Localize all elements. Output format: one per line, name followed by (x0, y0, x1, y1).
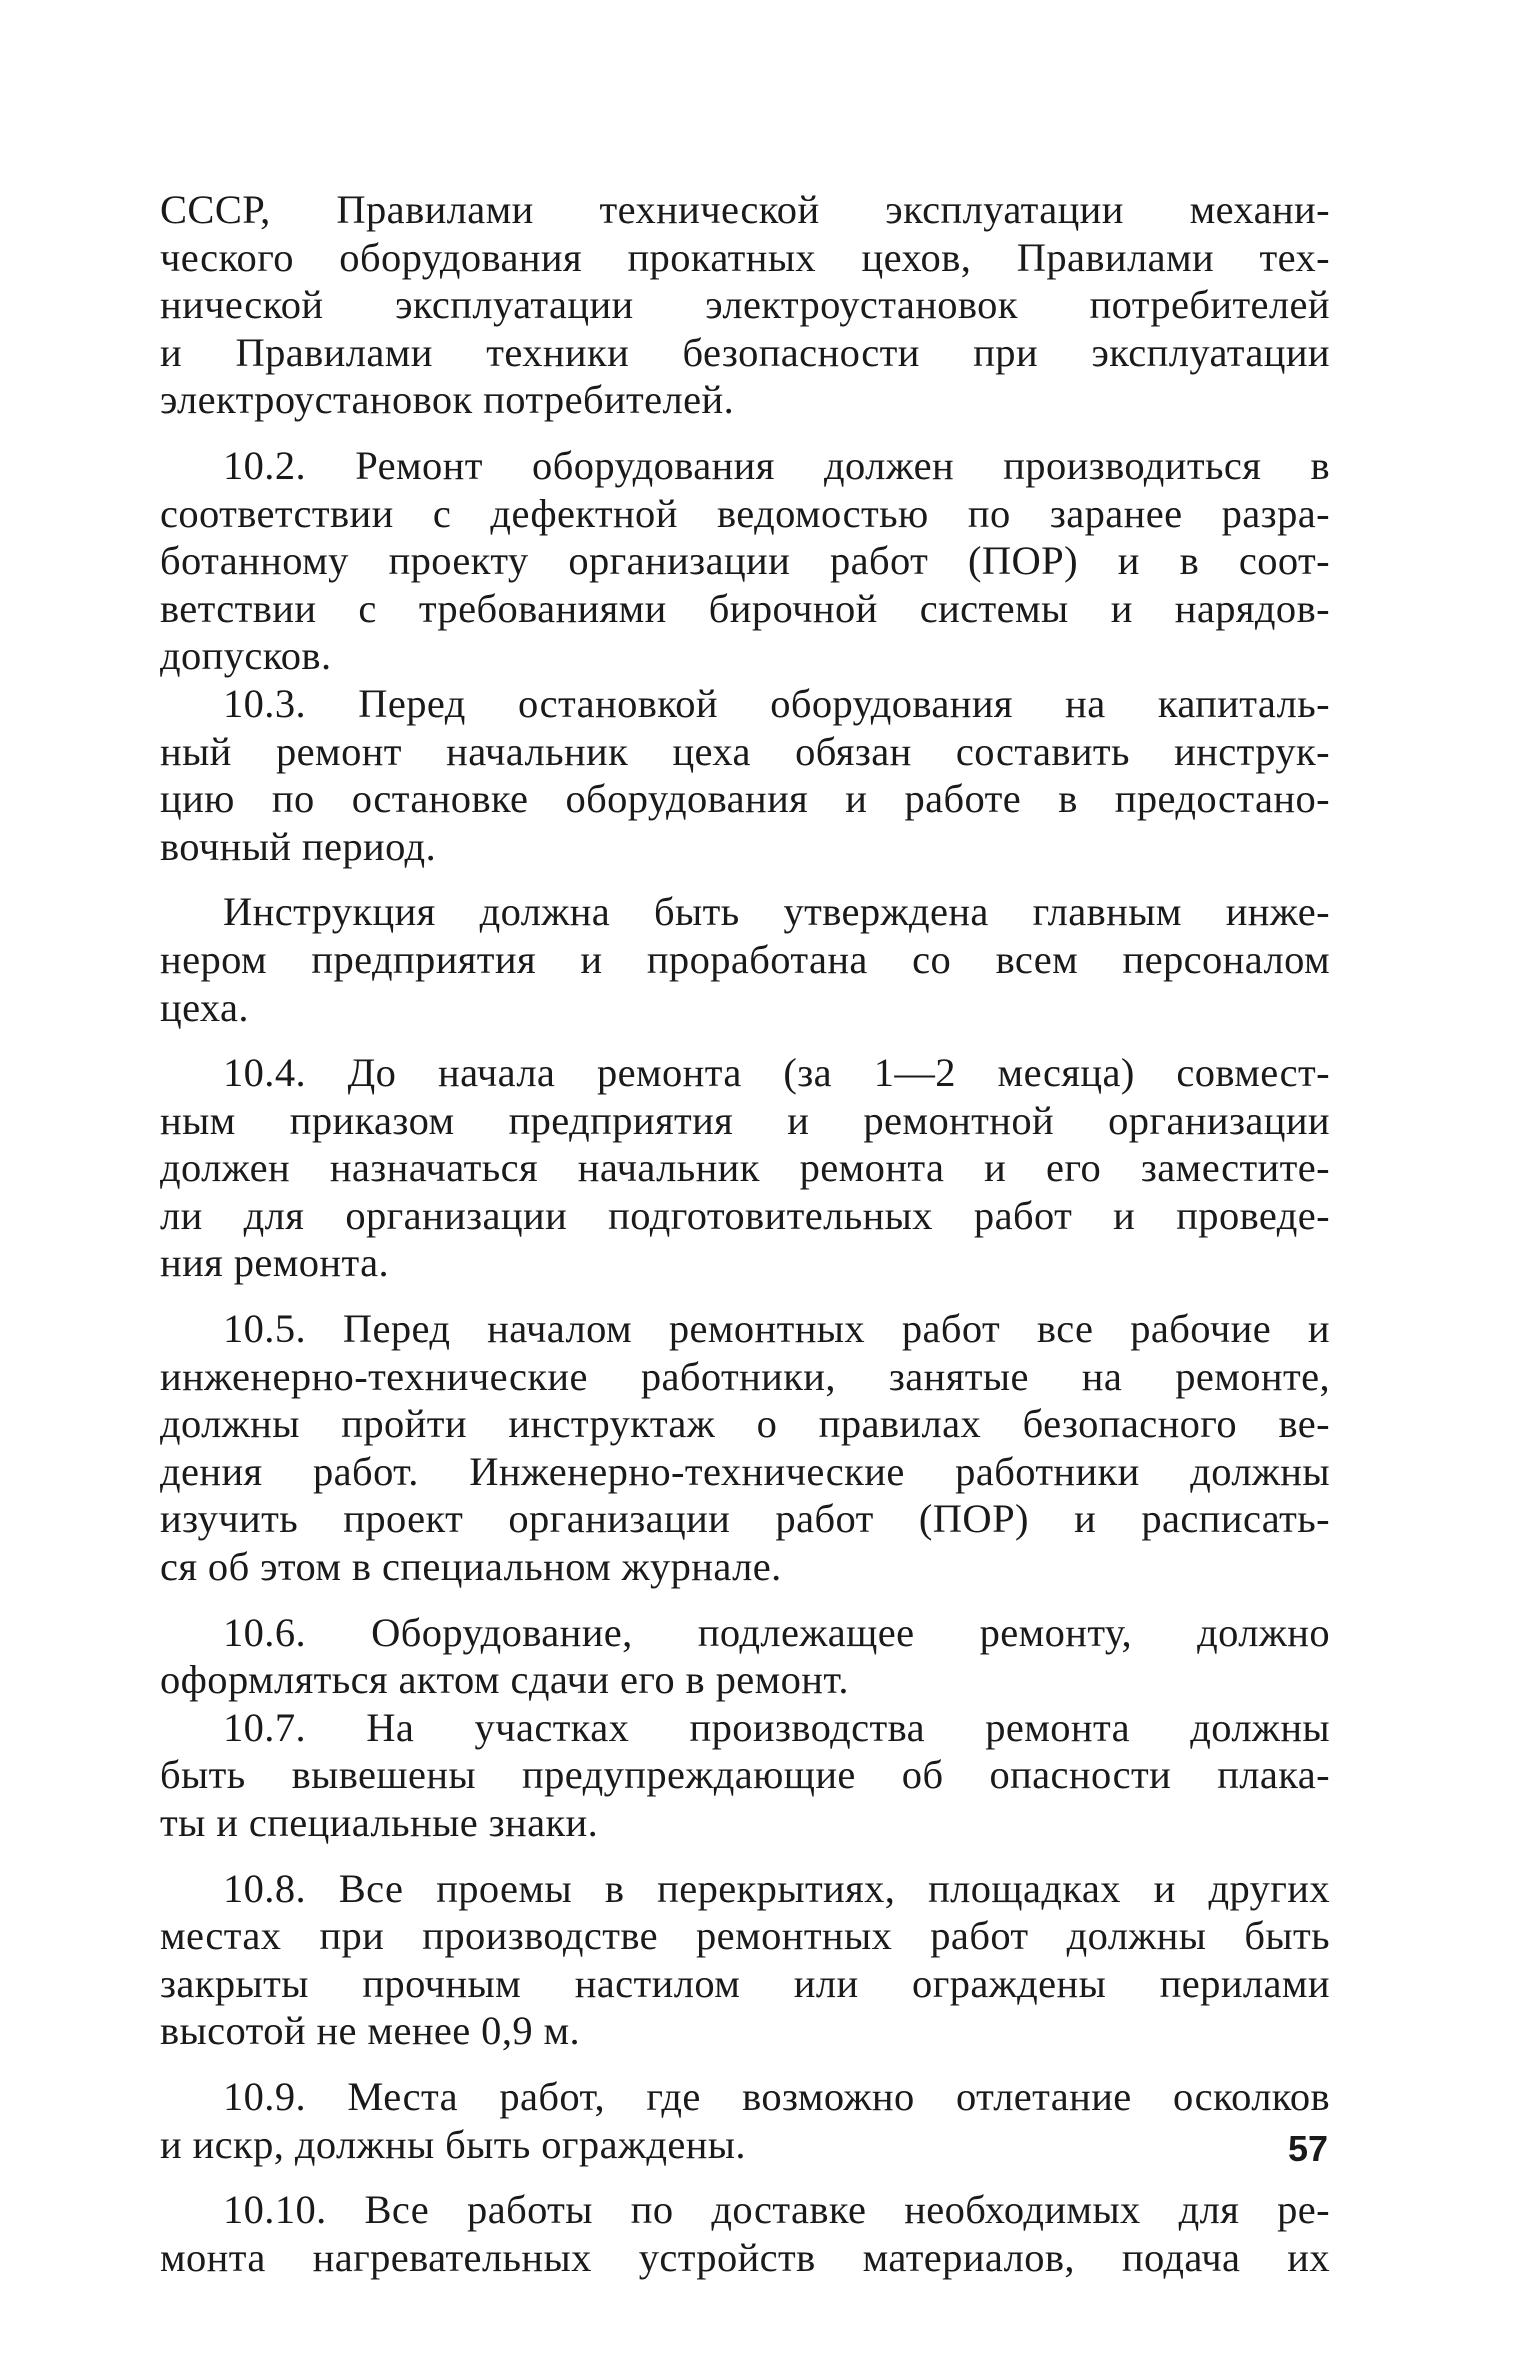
text-line: ты и специальные знаки. (160, 1800, 599, 1845)
text-line: СССР, Правилами технической эксплуатации механи- (160, 187, 1330, 232)
text-line: быть вывешены предупреждающие об опасности плака- (160, 1752, 1330, 1798)
paragraph-10-8-start: 10.8. Все проемы в перекрытиях, площадках и других (223, 1865, 1330, 1911)
text-line: соответствии с дефектной ведомостью по заранее разра- (160, 490, 1330, 536)
text-line: ботанному проекту организации работ (ПОР) и в соот- (160, 538, 1330, 584)
page-number: 57 (1288, 2128, 1329, 2169)
text-line: ный ремонт начальник цеха обязан составить инструк- (160, 728, 1330, 774)
text-line: ли для организации подготовительных работ и проведе- (160, 1192, 1330, 1238)
text-line: дения работ. Инженерно-технические работники должны (160, 1448, 1330, 1494)
text-line: местах при производстве ремонтных работ должны быть (160, 1913, 1330, 1959)
text-line: ся об этом в специальном журнале. (160, 1544, 782, 1590)
paragraph-10-7-start: 10.7. На участках производства ремонта должны (223, 1704, 1330, 1750)
text-line: ческого оборудования прокатных цехов, Правилами тех- (160, 234, 1330, 280)
text-line: ным приказом предприятия и ремонтной организации (160, 1097, 1330, 1143)
text-line: вочный период. (160, 823, 437, 869)
text-line: нической эксплуатации электроустановок потребителей (160, 282, 1330, 328)
text-line: электроустановок потребителей. (160, 377, 735, 423)
text-line: изучить проект организации работ (ПОР) и расписать- (160, 1496, 1330, 1542)
paragraph-instruction-start: Инструкция должна быть утверждена главным инже- (223, 889, 1330, 935)
text-line: закрыты прочным настилом или ограждены перилами (160, 1960, 1330, 2006)
paragraph-10-5-start: 10.5. Перед началом ремонтных работ все рабочие и (223, 1306, 1330, 1352)
text-line: монта нагревательных устройств материалов, подача их (160, 2234, 1330, 2280)
text-line: ветствии с требованиями бирочной системы и нарядов- (160, 585, 1330, 631)
paragraph-10-4-start: 10.4. До начала ремонта (за 1—2 месяца) совмест- (223, 1050, 1330, 1096)
text-line: и искр, должны быть ограждены. (160, 2121, 746, 2167)
paragraph-10-9-start: 10.9. Места работ, где возможно отлетание осколков (223, 2073, 1330, 2119)
paragraph-10-10-start: 10.10. Все работы по доставке необходимых для ре- (223, 2187, 1330, 2233)
text-line: нером предприятия и проработана со всем персоналом (160, 936, 1330, 982)
text-line: должен назначаться начальник ремонта и его заместите- (160, 1145, 1330, 1191)
paragraph-10-3-start: 10.3. Перед остановкой оборудования на капиталь- (223, 680, 1330, 726)
text-line: инженерно-технические работники, занятые на ремонте, (160, 1353, 1330, 1399)
text-line: допусков. (160, 633, 332, 679)
paragraph-10-6-start: 10.6. Оборудование, подлежащее ремонту, должно (223, 1609, 1330, 1655)
text-line: оформляться актом сдачи его в ремонт. (160, 1657, 849, 1703)
text-line: ния ремонта. (160, 1240, 389, 1286)
text-line: должны пройти инструктаж о правилах безопасного ве- (160, 1401, 1330, 1447)
body-text (160, 186, 1330, 2281)
paragraph-10-2-start: 10.2. Ремонт оборудования должен производиться в (223, 442, 1330, 488)
text-line: и Правилами техники безопасности при эксплуатации (160, 329, 1330, 375)
text-line: цеха. (160, 984, 249, 1030)
text-line: цию по остановке оборудования и работе в предостано- (160, 776, 1330, 822)
text-line: высотой не менее 0,9 м. (160, 2008, 581, 2054)
